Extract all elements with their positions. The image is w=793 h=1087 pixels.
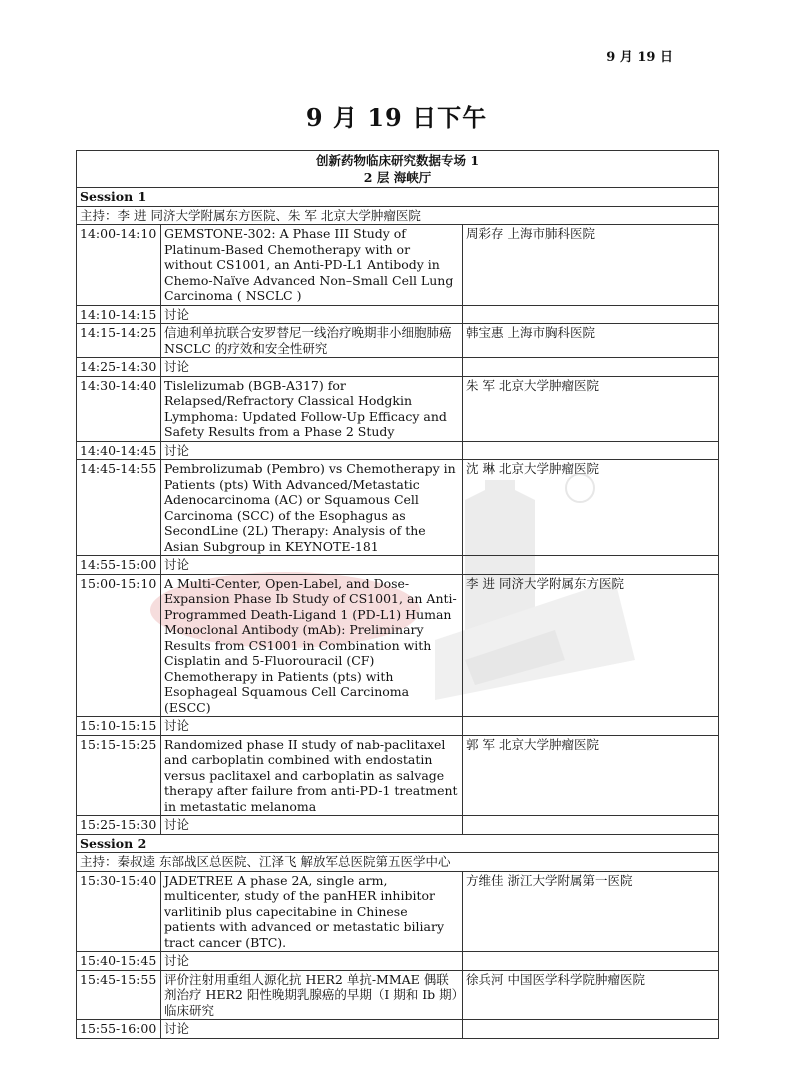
table-row [77,225,719,306]
time-cell: 14:15-14:25 [77,324,161,358]
speaker-cell: 郭 军 北京大学肿瘤医院 [463,735,719,816]
speaker-cell: 沈 琳 北京大学肿瘤医院 [463,460,719,556]
talk-title-cell: Tislelizumab (BGB-A317) for Relapsed/Refractory Classical Hodgkin Lymphoma: Updated Follow-Up Efficacy and Safety Results from a Phase 2 Study [161,376,463,441]
session-chairs-row [77,206,719,225]
table-row [77,556,719,575]
talk-title-cell: 讨论 [161,305,463,324]
table-row [77,324,719,358]
time-cell: 15:40-15:45 [77,952,161,971]
time-cell: 15:15-15:25 [77,735,161,816]
speaker-cell [463,305,719,324]
session-label: Session 1 [77,188,719,207]
table-row [77,970,719,1020]
session-header-row [77,151,719,188]
session-chairs: 主持：秦叔逵 东部战区总医院、江泽飞 解放军总医院第五医学中心 [77,853,719,872]
session-header-title: 创新药物临床研究数据专场 1 [315,153,480,168]
table-row [77,871,719,952]
time-cell: 14:00-14:10 [77,225,161,306]
speaker-cell: 李 进 同济大学附属东方医院 [463,574,719,717]
session-label-row [77,834,719,853]
talk-title-cell: Pembrolizumab (Pembro) vs Chemotherapy in Patients (pts) With Advanced/Metastatic Adenocarcinoma (AC) or Squamous Cell Carcinoma (SCC) of the Esophagus as SecondLine (2L) Therapy: Analysis of the Asian Subgroup in KEYNOTE-181 [161,460,463,556]
talk-title-cell: 讨论 [161,358,463,377]
time-cell: 14:10-14:15 [77,305,161,324]
speaker-cell [463,717,719,736]
speaker-cell [463,358,719,377]
talk-title-cell: A Multi-Center, Open-Label, and Dose-Expansion Phase Ib Study of CS1001, an Anti-Programmed Death-Ligand 1 (PD-L1) Human Monoclonal Antibody (mAb): Preliminary Results from CS1001 in Combination with Cisplatin and 5-Fluorouracil (CF) Chemotherapy in Patients (pts) with Esophageal Squamous Cell Carcinoma (ESCC) [161,574,463,717]
time-cell: 14:45-14:55 [77,460,161,556]
table-row [77,1020,719,1039]
speaker-cell [463,816,719,835]
talk-title-cell: 讨论 [161,952,463,971]
time-cell: 14:40-14:45 [77,441,161,460]
time-cell: 15:00-15:10 [77,574,161,717]
session-label-row [77,188,719,207]
time-cell: 15:25-15:30 [77,816,161,835]
speaker-cell [463,1020,719,1039]
speaker-cell [463,441,719,460]
table-row [77,441,719,460]
talk-title-cell: Randomized phase II study of nab-paclitaxel and carboplatin combined with endostatin versus paclitaxel and carboplatin as salvage therapy after failure from anti-PD-1 treatment in metastatic melanoma [161,735,463,816]
talk-title-cell: 评价注射用重组人源化抗 HER2 单抗-MMAE 偶联剂治疗 HER2 阳性晚期乳腺癌的早期（I 期和 Ib 期）临床研究 [161,970,463,1020]
speaker-cell: 徐兵河 中国医学科学院肿瘤医院 [463,970,719,1020]
session-chairs-row [77,853,719,872]
time-cell: 14:55-15:00 [77,556,161,575]
talk-title-cell: JADETREE A phase 2A, single arm, multicenter, study of the panHER inhibitor varlitinib plus capecitabine in Chinese patients with advanced or metastatic biliary tract cancer (BTC). [161,871,463,952]
speaker-cell: 韩宝惠 上海市胸科医院 [463,324,719,358]
header-date: 9 月 19 日 [606,50,673,65]
schedule-table [76,150,719,1039]
session-header-cell [77,151,719,188]
talk-title-cell: 讨论 [161,441,463,460]
speaker-cell: 周彩存 上海市肺科医院 [463,225,719,306]
table-row [77,376,719,441]
session-chairs: 主持：李 进 同济大学附属东方医院、朱 军 北京大学肿瘤医院 [77,206,719,225]
table-row [77,305,719,324]
page-title: 9 月 19 日下午 [305,103,488,132]
time-cell: 15:45-15:55 [77,970,161,1020]
table-row [77,358,719,377]
table-row [77,735,719,816]
speaker-cell: 方维佳 浙江大学附属第一医院 [463,871,719,952]
talk-title-cell: 讨论 [161,717,463,736]
talk-title-cell: 信迪利单抗联合安罗替尼一线治疗晚期非小细胞肺癌 NSCLC 的疗效和安全性研究 [161,324,463,358]
time-cell: 15:10-15:15 [77,717,161,736]
talk-title-cell: 讨论 [161,816,463,835]
time-cell: 15:30-15:40 [77,871,161,952]
time-cell: 14:30-14:40 [77,376,161,441]
talk-title-cell: GEMSTONE-302: A Phase III Study of Platinum-Based Chemotherapy with or without CS1001, an Anti-PD-L1 Antibody in Chemo-Naïve Advanced Non–Small Cell Lung Carcinoma ( NSCLC ) [161,225,463,306]
talk-title-cell: 讨论 [161,1020,463,1039]
table-row [77,460,719,556]
time-cell: 15:55-16:00 [77,1020,161,1039]
table-row [77,717,719,736]
table-row [77,816,719,835]
talk-title-cell: 讨论 [161,556,463,575]
session-header-venue: 2 层 海峡厅 [363,170,432,185]
speaker-cell [463,952,719,971]
speaker-cell [463,556,719,575]
table-row [77,574,719,717]
speaker-cell: 朱 军 北京大学肿瘤医院 [463,376,719,441]
session-label: Session 2 [77,834,719,853]
time-cell: 14:25-14:30 [77,358,161,377]
table-row [77,952,719,971]
